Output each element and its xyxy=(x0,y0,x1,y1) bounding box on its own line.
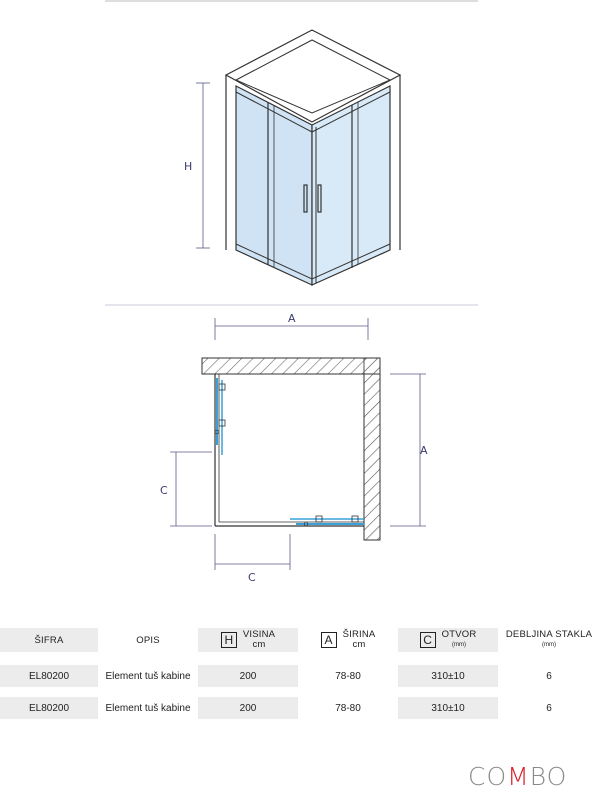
cabin-3d-view xyxy=(226,30,400,285)
logo-part-bo: BO xyxy=(529,762,568,791)
table-row xyxy=(0,697,600,719)
row-opening: 310±10 xyxy=(431,670,465,682)
width-label-right: A xyxy=(420,444,428,457)
row-description: Element tuš kabine xyxy=(98,665,198,687)
table-header xyxy=(0,628,600,652)
header-width-label: ŠIRINA xyxy=(342,629,376,640)
row-code: EL80200 xyxy=(28,702,70,714)
header-code: ŠIFRA xyxy=(34,634,64,646)
header-height-unit: cm xyxy=(252,639,266,650)
row-glass: 6 xyxy=(498,697,600,719)
opening-label-bottom: C xyxy=(248,571,256,584)
row-height: 200 xyxy=(239,670,257,682)
row-glass: 6 xyxy=(498,665,600,687)
header-description: OPIS xyxy=(98,628,198,652)
brand-logo xyxy=(468,762,567,791)
row-opening: 310±10 xyxy=(431,702,465,714)
row-width: 78-80 xyxy=(298,665,398,687)
header-opening xyxy=(398,628,498,652)
header-height xyxy=(198,628,298,652)
height-box-icon: H xyxy=(221,632,237,648)
height-dimension xyxy=(196,83,210,248)
header-opening-label: OTVOR xyxy=(441,629,477,640)
row-code: EL80200 xyxy=(28,670,70,682)
header-height-label: VISINA xyxy=(242,629,276,640)
table-row xyxy=(0,665,600,687)
height-label: H xyxy=(184,160,193,173)
header-opening-unit: (mm) xyxy=(452,642,466,648)
opening-label-left: C xyxy=(160,484,168,497)
header-width xyxy=(298,628,398,652)
logo-part-co: CO xyxy=(468,762,508,791)
cabin-plan-view xyxy=(170,318,426,570)
header-width-unit: cm xyxy=(352,639,366,650)
header-glass-unit: (mm) xyxy=(542,642,556,648)
logo-part-m: M xyxy=(507,762,530,791)
row-height: 200 xyxy=(239,702,257,714)
opening-box-icon: C xyxy=(420,632,436,648)
row-width: 78-80 xyxy=(298,697,398,719)
header-glass-label: DEBLJINA STAKLA xyxy=(505,629,593,640)
header-glass xyxy=(498,628,600,652)
row-description: Element tuš kabine xyxy=(98,697,198,719)
width-label-top: A xyxy=(288,312,296,325)
width-box-icon: A xyxy=(321,632,337,648)
